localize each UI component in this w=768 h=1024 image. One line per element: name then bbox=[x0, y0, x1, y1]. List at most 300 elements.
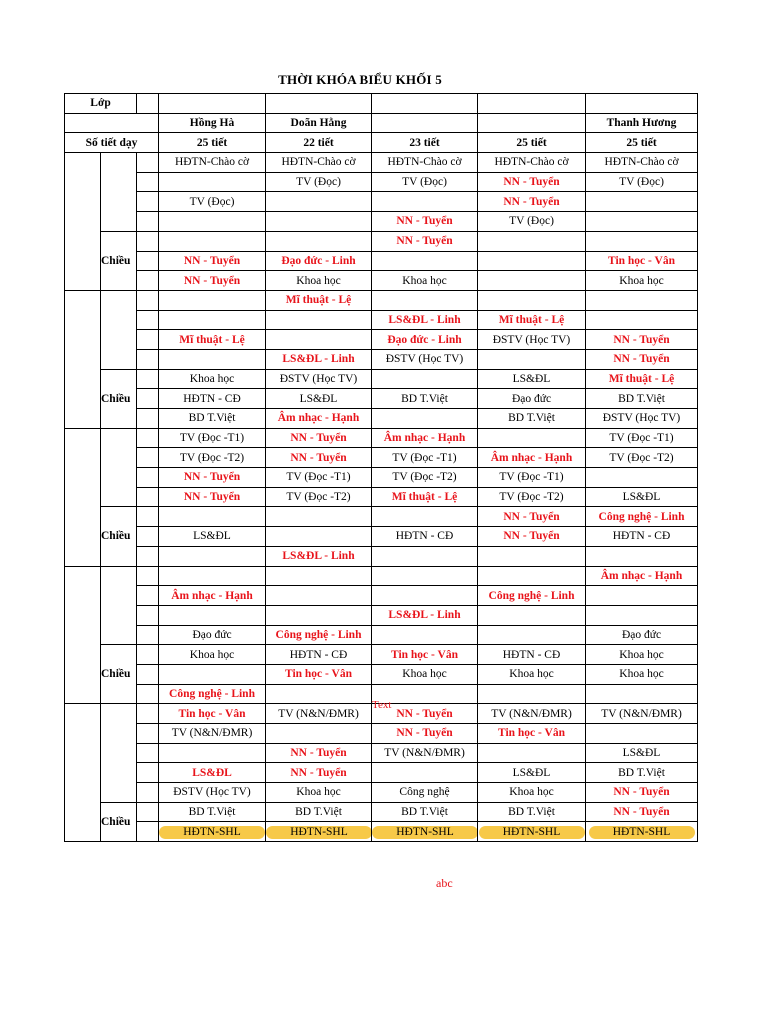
period-count: 25 tiết bbox=[586, 133, 698, 153]
lesson-text: Mĩ thuật - Lệ bbox=[498, 313, 565, 326]
lesson-cell bbox=[266, 664, 372, 684]
period-index-cell bbox=[137, 290, 159, 310]
lesson-cell bbox=[586, 763, 698, 783]
lesson-cell bbox=[372, 409, 478, 429]
lesson-cell bbox=[586, 290, 698, 310]
lesson-text: Mĩ thuật - Lệ bbox=[391, 491, 458, 504]
period-index-cell bbox=[137, 271, 159, 291]
lesson-text: BD T.Việt bbox=[401, 806, 448, 819]
lesson-cell bbox=[159, 822, 266, 842]
morning-session-cell bbox=[101, 428, 137, 507]
lesson-cell bbox=[586, 645, 698, 665]
lesson-cell bbox=[372, 566, 478, 586]
period-index-cell bbox=[137, 566, 159, 586]
lesson-text: Tin học - Vân bbox=[178, 707, 246, 720]
lesson-cell bbox=[586, 448, 698, 468]
lesson-cell bbox=[159, 448, 266, 468]
morning-session-cell bbox=[101, 566, 137, 645]
lesson-cell bbox=[372, 192, 478, 212]
lesson-text: TV (Đọc -T1) bbox=[499, 471, 564, 484]
lesson-cell bbox=[266, 724, 372, 744]
lesson-cell bbox=[478, 428, 586, 448]
lesson-text: Đạo đức - Linh bbox=[281, 254, 356, 267]
period-count: 22 tiết bbox=[266, 133, 372, 153]
lesson-cell bbox=[266, 468, 372, 488]
lesson-cell bbox=[159, 428, 266, 448]
period-index-cell bbox=[137, 212, 159, 232]
lesson-cell bbox=[586, 684, 698, 704]
lesson-cell bbox=[266, 310, 372, 330]
lesson-text: NN - Tuyển bbox=[183, 274, 241, 287]
lesson-cell bbox=[586, 743, 698, 763]
lesson-text: HĐTN-Chào cờ bbox=[281, 156, 356, 169]
lesson-text: LS&ĐL bbox=[299, 392, 338, 405]
lesson-cell bbox=[266, 487, 372, 507]
lesson-cell bbox=[478, 409, 586, 429]
lesson-cell bbox=[159, 330, 266, 350]
lesson-text: HĐTN-SHL bbox=[589, 826, 695, 839]
timetable-row bbox=[65, 527, 698, 547]
lesson-text: Khoa học bbox=[402, 274, 447, 287]
lesson-cell bbox=[586, 487, 698, 507]
lesson-cell bbox=[159, 625, 266, 645]
lesson-cell bbox=[586, 586, 698, 606]
lesson-cell bbox=[266, 625, 372, 645]
lesson-cell bbox=[159, 546, 266, 566]
spacer-cell bbox=[137, 94, 159, 114]
teacher-name: Thanh Hương bbox=[586, 113, 698, 133]
timetable-row bbox=[65, 468, 698, 488]
afternoon-label: Chiều bbox=[101, 645, 137, 704]
lesson-cell bbox=[586, 212, 698, 232]
period-count: 25 tiết bbox=[478, 133, 586, 153]
timetable-row bbox=[65, 389, 698, 409]
lesson-cell bbox=[372, 487, 478, 507]
lesson-cell bbox=[266, 783, 372, 803]
lesson-cell bbox=[478, 527, 586, 547]
lesson-cell bbox=[478, 153, 586, 173]
timetable-row bbox=[65, 802, 698, 822]
lesson-cell bbox=[372, 822, 478, 842]
lesson-text: HĐTN - CĐ bbox=[183, 392, 241, 405]
lesson-text: Khoa học bbox=[402, 668, 447, 681]
lesson-text: ĐSTV (Học TV) bbox=[492, 333, 571, 346]
lesson-text: TV (N&N/ĐMR) bbox=[384, 747, 465, 760]
lesson-text: TV (Đọc) bbox=[402, 176, 447, 189]
lesson-cell bbox=[372, 153, 478, 173]
lesson-cell bbox=[478, 369, 586, 389]
period-index-cell bbox=[137, 625, 159, 645]
lesson-cell bbox=[372, 389, 478, 409]
period-index-cell bbox=[137, 822, 159, 842]
lesson-cell bbox=[159, 409, 266, 429]
lesson-text: TV (Đọc -T2) bbox=[179, 451, 245, 464]
timetable-row bbox=[65, 251, 698, 271]
lesson-cell bbox=[266, 369, 372, 389]
lesson-cell bbox=[478, 724, 586, 744]
lesson-cell bbox=[159, 763, 266, 783]
period-index-cell bbox=[137, 605, 159, 625]
lesson-cell bbox=[159, 487, 266, 507]
lesson-cell bbox=[586, 369, 698, 389]
lesson-cell bbox=[586, 231, 698, 251]
header-row-periods bbox=[65, 133, 698, 153]
lesson-text: NN - Tuyển bbox=[396, 215, 453, 228]
lesson-cell bbox=[372, 724, 478, 744]
timetable-row bbox=[65, 349, 698, 369]
lesson-cell bbox=[372, 172, 478, 192]
lesson-cell bbox=[372, 586, 478, 606]
timetable-row bbox=[65, 763, 698, 783]
period-index-cell bbox=[137, 487, 159, 507]
timetable-row bbox=[65, 290, 698, 310]
class-cell bbox=[372, 94, 478, 114]
period-index-cell bbox=[137, 664, 159, 684]
lesson-text: BD T.Việt bbox=[508, 806, 555, 819]
lesson-cell bbox=[159, 468, 266, 488]
lesson-text: TV (Đọc -T2) bbox=[392, 471, 457, 484]
lesson-cell bbox=[586, 349, 698, 369]
lesson-cell bbox=[372, 212, 478, 232]
day-cell bbox=[65, 704, 101, 842]
lesson-text: HĐTN-Chào cờ bbox=[604, 156, 679, 169]
lesson-cell bbox=[266, 349, 372, 369]
teacher-name: Hồng Hà bbox=[159, 113, 266, 133]
lesson-cell bbox=[372, 349, 478, 369]
lesson-cell bbox=[478, 192, 586, 212]
period-index-cell bbox=[137, 409, 159, 429]
afternoon-label: Chiều bbox=[101, 231, 137, 290]
lesson-text: ĐSTV (Học TV) bbox=[385, 353, 464, 366]
lesson-text: Mĩ thuật - Lệ bbox=[608, 372, 675, 385]
timetable-row bbox=[65, 783, 698, 803]
timetable-row bbox=[65, 271, 698, 291]
lesson-cell bbox=[586, 802, 698, 822]
lesson-cell bbox=[478, 802, 586, 822]
lesson-text: TV (Đọc -T1) bbox=[179, 432, 245, 445]
lesson-text: HĐTN - CĐ bbox=[289, 648, 348, 661]
lesson-text: Công nghệ - Linh bbox=[275, 628, 362, 641]
lesson-cell bbox=[478, 448, 586, 468]
period-index-cell bbox=[137, 507, 159, 527]
class-cell bbox=[159, 94, 266, 114]
lesson-text: LS&ĐL bbox=[193, 530, 231, 543]
lesson-text: Khoa học bbox=[296, 786, 341, 799]
period-index-cell bbox=[137, 468, 159, 488]
lesson-text: NN - Tuyển bbox=[613, 353, 670, 366]
teacher-name bbox=[478, 113, 586, 133]
lesson-cell bbox=[586, 409, 698, 429]
class-cell bbox=[586, 94, 698, 114]
lesson-cell bbox=[266, 251, 372, 271]
lesson-cell bbox=[372, 783, 478, 803]
lesson-cell bbox=[266, 231, 372, 251]
lesson-text: Khoa học bbox=[619, 648, 664, 661]
period-index-cell bbox=[137, 743, 159, 763]
lesson-cell bbox=[266, 546, 372, 566]
lesson-text: HĐTN-Chào cờ bbox=[494, 156, 569, 169]
lesson-cell bbox=[159, 290, 266, 310]
timetable-row bbox=[65, 428, 698, 448]
lesson-text: Công nghệ - Linh bbox=[598, 510, 685, 523]
lesson-text: NN - Tuyển bbox=[613, 786, 670, 799]
lesson-cell bbox=[266, 763, 372, 783]
stray-text-label: Text bbox=[372, 699, 392, 711]
period-index-cell bbox=[137, 645, 159, 665]
lesson-cell bbox=[372, 448, 478, 468]
lesson-text: TV (Đọc -T2) bbox=[499, 491, 564, 504]
lesson-cell bbox=[586, 704, 698, 724]
lesson-text: Tin học - Vân bbox=[284, 668, 352, 681]
lesson-cell bbox=[159, 251, 266, 271]
lesson-cell bbox=[266, 448, 372, 468]
lesson-text: NN - Tuyển bbox=[290, 432, 347, 445]
lesson-text: Âm nhạc - Hạnh bbox=[171, 589, 253, 602]
lesson-text: Khoa học bbox=[189, 648, 235, 661]
period-count: 25 tiết bbox=[159, 133, 266, 153]
lesson-text: NN - Tuyển bbox=[396, 727, 453, 740]
lesson-text: BD T.Việt bbox=[508, 412, 555, 425]
period-index-cell bbox=[137, 389, 159, 409]
timetable-row bbox=[65, 645, 698, 665]
lesson-cell bbox=[266, 684, 372, 704]
lesson-cell bbox=[478, 704, 586, 724]
lesson-cell bbox=[586, 251, 698, 271]
lesson-cell bbox=[159, 192, 266, 212]
period-count: 23 tiết bbox=[372, 133, 478, 153]
period-index-cell bbox=[137, 251, 159, 271]
lesson-cell bbox=[586, 172, 698, 192]
period-index-cell bbox=[137, 428, 159, 448]
lesson-cell bbox=[586, 625, 698, 645]
lesson-cell bbox=[586, 428, 698, 448]
lesson-text: HĐTN - CĐ bbox=[502, 648, 561, 661]
lesson-text: Đạo đức bbox=[511, 392, 552, 405]
lesson-cell bbox=[159, 783, 266, 803]
period-index-cell bbox=[137, 310, 159, 330]
lesson-cell bbox=[159, 172, 266, 192]
lesson-cell bbox=[372, 625, 478, 645]
lesson-cell bbox=[478, 664, 586, 684]
lesson-cell bbox=[372, 605, 478, 625]
morning-session-cell bbox=[101, 290, 137, 369]
timetable-row bbox=[65, 566, 698, 586]
lesson-cell bbox=[266, 822, 372, 842]
lesson-cell bbox=[586, 546, 698, 566]
lesson-text: NN - Tuyển bbox=[183, 254, 241, 267]
timetable-row bbox=[65, 586, 698, 606]
lesson-text: TV (N&N/ĐMR) bbox=[278, 707, 359, 720]
lesson-cell bbox=[478, 212, 586, 232]
lesson-text: NN - Tuyển bbox=[613, 806, 670, 819]
lesson-cell bbox=[478, 231, 586, 251]
lesson-text: TV (Đọc) bbox=[509, 215, 554, 228]
timetable-row bbox=[65, 153, 698, 173]
lesson-text: LS&ĐL bbox=[512, 766, 551, 779]
timetable-row bbox=[65, 664, 698, 684]
lesson-cell bbox=[478, 605, 586, 625]
lesson-text: BD T.Việt bbox=[618, 766, 665, 779]
lesson-text: LS&ĐL bbox=[192, 766, 232, 779]
timetable-row bbox=[65, 192, 698, 212]
timetable-row bbox=[65, 724, 698, 744]
timetable-row bbox=[65, 172, 698, 192]
lesson-text: LS&ĐL bbox=[622, 747, 661, 760]
lesson-text: NN - Tuyển bbox=[396, 707, 453, 720]
lesson-text: NN - Tuyển bbox=[396, 235, 453, 248]
lesson-cell bbox=[266, 192, 372, 212]
lesson-cell bbox=[478, 330, 586, 350]
lesson-cell bbox=[372, 271, 478, 291]
lesson-text: Khoa học bbox=[189, 372, 235, 385]
so-tiet-label: Số tiết dạy bbox=[65, 133, 159, 153]
lesson-text: NN - Tuyển bbox=[290, 451, 347, 464]
lesson-text: Âm nhạc - Hạnh bbox=[600, 569, 683, 582]
lesson-text: HĐTN - CĐ bbox=[612, 530, 671, 543]
lesson-text: Đạo đức bbox=[192, 628, 232, 641]
lesson-cell bbox=[586, 468, 698, 488]
lesson-text: NN - Tuyển bbox=[503, 195, 560, 208]
lesson-cell bbox=[372, 527, 478, 547]
lesson-text: NN - Tuyển bbox=[290, 766, 347, 779]
lesson-cell bbox=[586, 271, 698, 291]
lesson-text: Công nghệ bbox=[399, 786, 450, 799]
lesson-cell bbox=[159, 802, 266, 822]
period-index-cell bbox=[137, 802, 159, 822]
lesson-cell bbox=[586, 822, 698, 842]
page-title: THỜI KHÓA BIỂU KHỐI 5 bbox=[278, 72, 442, 87]
lesson-cell bbox=[478, 389, 586, 409]
period-index-cell bbox=[137, 349, 159, 369]
lesson-text: Đạo đức - Linh bbox=[387, 333, 462, 346]
timetable-row bbox=[65, 822, 698, 842]
timetable-row bbox=[65, 546, 698, 566]
teacher-name: Doãn Hằng bbox=[266, 113, 372, 133]
period-index-cell bbox=[137, 527, 159, 547]
lesson-cell bbox=[266, 212, 372, 232]
lesson-cell bbox=[478, 645, 586, 665]
lesson-text: NN - Tuyển bbox=[503, 510, 560, 523]
lesson-text: Khoa học bbox=[619, 668, 664, 681]
lesson-text: HĐTN-Chào cờ bbox=[387, 156, 462, 169]
lesson-text: TV (Đọc -T2) bbox=[286, 491, 351, 504]
lesson-text: Âm nhạc - Hạnh bbox=[383, 432, 466, 445]
lesson-cell bbox=[266, 704, 372, 724]
period-index-cell bbox=[137, 172, 159, 192]
lesson-text: ĐSTV (Học TV) bbox=[602, 412, 681, 425]
lesson-text: BD T.Việt bbox=[295, 806, 342, 819]
lesson-text: TV (Đọc -T1) bbox=[392, 451, 457, 464]
lop-label: Lớp bbox=[65, 94, 137, 114]
lesson-cell bbox=[586, 783, 698, 803]
lesson-text: TV (Đọc) bbox=[296, 176, 341, 189]
lesson-cell bbox=[478, 546, 586, 566]
period-index-cell bbox=[137, 684, 159, 704]
lesson-cell bbox=[159, 566, 266, 586]
lesson-text: TV (N&N/ĐMR) bbox=[491, 707, 572, 720]
lesson-cell bbox=[478, 487, 586, 507]
lesson-cell bbox=[159, 369, 266, 389]
lesson-text: LS&ĐL - Linh bbox=[388, 313, 461, 326]
lesson-cell bbox=[266, 409, 372, 429]
lesson-cell bbox=[372, 251, 478, 271]
lesson-text: NN - Tuyển bbox=[183, 471, 241, 484]
lesson-cell bbox=[266, 389, 372, 409]
day-cell bbox=[65, 290, 101, 428]
lesson-cell bbox=[266, 428, 372, 448]
lesson-cell bbox=[478, 684, 586, 704]
lesson-text: NN - Tuyển bbox=[503, 530, 560, 543]
header-row-teachers bbox=[65, 113, 698, 133]
lesson-cell bbox=[266, 507, 372, 527]
lesson-text: Công nghệ - Linh bbox=[169, 687, 255, 700]
lesson-text: TV (Đọc -T1) bbox=[609, 432, 674, 445]
lesson-cell bbox=[159, 271, 266, 291]
lesson-text: HĐTN-SHL bbox=[372, 826, 478, 839]
lesson-text: BD T.Việt bbox=[618, 392, 665, 405]
timetable-row bbox=[65, 487, 698, 507]
lesson-cell bbox=[478, 507, 586, 527]
period-index-cell bbox=[137, 546, 159, 566]
lesson-cell bbox=[586, 192, 698, 212]
lesson-text: TV (N&N/ĐMR) bbox=[601, 707, 682, 720]
lesson-cell bbox=[159, 605, 266, 625]
period-index-cell bbox=[137, 153, 159, 173]
lesson-cell bbox=[372, 310, 478, 330]
lesson-text: TV (Đọc -T2) bbox=[609, 451, 674, 464]
timetable-row bbox=[65, 310, 698, 330]
period-index-cell bbox=[137, 231, 159, 251]
lesson-cell bbox=[372, 468, 478, 488]
period-index-cell bbox=[137, 704, 159, 724]
afternoon-label: Chiều bbox=[101, 507, 137, 566]
lesson-text: Tin học - Vân bbox=[390, 648, 458, 661]
lesson-text: LS&ĐL bbox=[512, 372, 551, 385]
lesson-cell bbox=[478, 310, 586, 330]
lesson-cell bbox=[372, 763, 478, 783]
period-index-cell bbox=[137, 763, 159, 783]
timetable-row bbox=[65, 605, 698, 625]
timetable-row bbox=[65, 369, 698, 389]
lesson-text: TV (Đọc -T1) bbox=[286, 471, 351, 484]
lesson-text: BD T.Việt bbox=[188, 412, 236, 425]
lesson-text: Khoa học bbox=[509, 786, 554, 799]
lesson-text: Âm nhạc - Hạnh bbox=[277, 412, 360, 425]
lesson-text: LS&ĐL bbox=[622, 491, 661, 504]
timetable-row bbox=[65, 231, 698, 251]
lesson-cell bbox=[159, 743, 266, 763]
day-cell bbox=[65, 153, 101, 291]
lesson-cell bbox=[586, 153, 698, 173]
lesson-cell bbox=[159, 153, 266, 173]
lesson-cell bbox=[159, 231, 266, 251]
period-index-cell bbox=[137, 448, 159, 468]
lesson-cell bbox=[372, 369, 478, 389]
lesson-text: NN - Tuyển bbox=[613, 333, 670, 346]
lesson-cell bbox=[159, 349, 266, 369]
lesson-cell bbox=[159, 684, 266, 704]
timetable-row bbox=[65, 330, 698, 350]
lesson-cell bbox=[159, 527, 266, 547]
lesson-text: Công nghệ - Linh bbox=[488, 589, 575, 602]
lesson-text: LS&ĐL - Linh bbox=[388, 609, 461, 622]
class-cell bbox=[478, 94, 586, 114]
lesson-cell bbox=[372, 507, 478, 527]
period-index-cell bbox=[137, 369, 159, 389]
lesson-text: NN - Tuyển bbox=[503, 176, 560, 189]
lesson-cell bbox=[159, 704, 266, 724]
lesson-cell bbox=[266, 153, 372, 173]
